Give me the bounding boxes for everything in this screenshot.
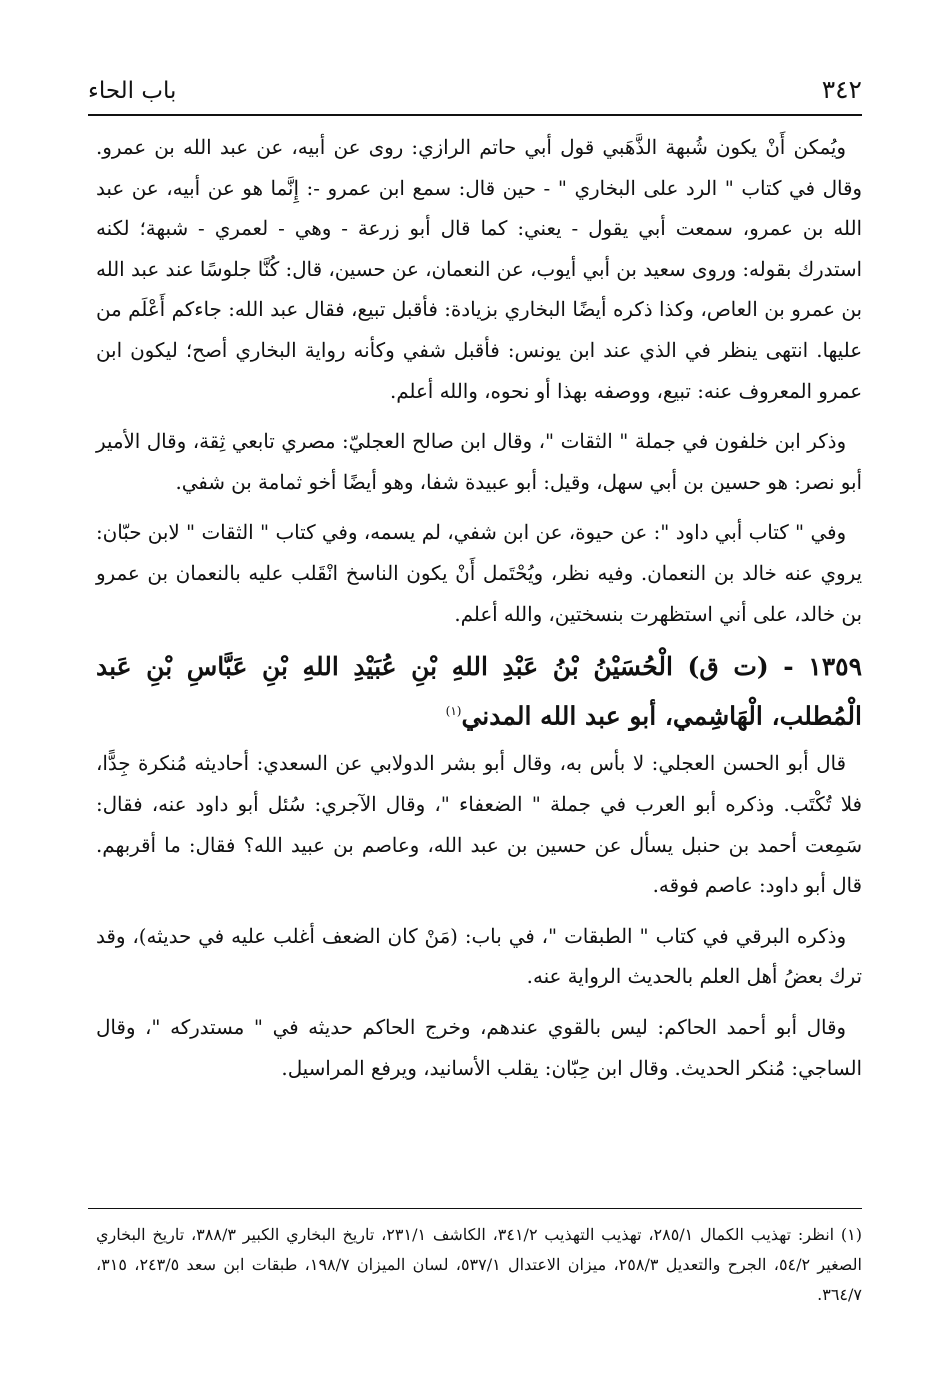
footnote: [96, 1220, 862, 1310]
paragraph: ويُمكن أَنْ يكون شُبهة الذَّهَبي قول أبي حاتم الرازي: روى عن أبيه، عن عبد الله بن عمرو. وقال في كتاب " الرد على البخاري " - حين قال: سمع ابن عمرو -: إِنَّما هو عن أبيه، عن عبد الله بن عمرو، سمعت أبي يقول - يعني: كما قال أبو زرعة - وهي - لعمري - شبهة؛ لكنه استدرك بقوله: وروى سعيد بن أبي أيوب، عن النعمان، عن حسين، قال: كُنَّا جلوسًا عند عبد الله بن عمرو بن العاص، وكذا ذكره أيضًا البخاري بزيادة: فأقبل تبيع، فقال عبد الله: جاءكم أَعْلَم من عليها. انتهى ينظر في الذي عند ابن يونس: فأقبل شفي وكأنه رواية البخاري أصح؛ ليكون ابن عمرو المعروف عنه: تبيع، ووصفه بهذا أو نحوه، والله أعلم.: [96, 136, 862, 403]
footnote-rule: [88, 1208, 862, 1209]
chapter-title: باب الحاء: [88, 78, 177, 104]
header-rule: [88, 114, 862, 116]
paragraph: وقال أبو أحمد الحاكم: ليس بالقوي عندهم، وخرج الحاكم حديثه في " مستدركه "، وقال الساجي: مُنكر الحديث. وقال ابن حِبّان: يقلب الأسانيد، ويرفع المراسيل.: [96, 1016, 862, 1080]
paragraph: قال أبو الحسن العجلي: لا بأس به، وقال أبو بشر الدولابي عن السعدي: أحاديثه مُنكرة جِدًّا، فلا تُكْتَب. وذكره أبو العرب في جملة " الضعفاء "، وقال الآجري: سُئل أبو داود عنه، فقال: سَمِعت أحمد بن حنبل يسأل عن حسين بن عبد الله، وعاصم بن عبيد الله؟ فقال: ما أقربهم. قال أبو داود: عاصم فوقه.: [96, 752, 862, 898]
page-number: ٣٤٢: [821, 75, 862, 104]
footnote-text: (١) انظر: تهذيب الكمال ٢٨٥/١، تهذيب التهذيب ٣٤١/٢، الكاشف ٢٣١/١، تاريخ البخاري الكبير ٣٨٨/٣، تاريخ البخاري الصغير ٥٤/٢، الجرح والتعديل ٢٥٨/٣، ميزان الاعتدال ٥٣٧/١، لسان الميزان ١٩٨/٧، طبقات ابن سعد ٢٤٣/٥، ٣١٥، ٣٦٤/٧.: [96, 1225, 862, 1304]
entry-heading: [96, 645, 862, 738]
footnote-marker: (١): [445, 704, 462, 719]
paragraph: وفي " كتاب أبي داود ": عن حيوة، عن ابن شفي، لم يسمه، وفي كتاب " الثقات " لابن حبّان: يروي عنه خالد بن النعمان. وفيه نظر، ويُحْتَمل أَنْ يكون الناسخ انْقَلب عليه بالنعمان بن عمرو بن خالد، على أني استظهرت بنسختين، والله أعلم.: [96, 521, 862, 626]
running-header: [88, 62, 862, 104]
entry-heading-text: ١٣٥٩ - (ت ق) الْحُسَيْنُ بْنُ عَبْدِ اللهِ بْنِ عُبَيْدِ اللهِ بْنِ عَبَّاسِ بْنِ عَبد الْمُطلب، الْهَاشِمي، أبو عبد الله المدني: [96, 652, 862, 731]
paragraph: وذكره البرقي في كتاب " الطبقات "، في باب: (مَنْ كان الضعف أغلب عليه في حديثه)، وقد ترك بعضُ أهل العلم بالحديث الرواية عنه.: [96, 924, 862, 989]
paragraph: وذكر ابن خلفون في جملة " الثقات "، وقال ابن صالح العجليّ: مصري تابعي ثِقة، وقال الأمير أبو نصر: هو حسين بن أبي سهل، وقيل: أبو عبيدة شفا، وهو أيضًا أخو ثمامة بن شفي.: [96, 430, 862, 494]
main-text: [96, 128, 862, 1099]
